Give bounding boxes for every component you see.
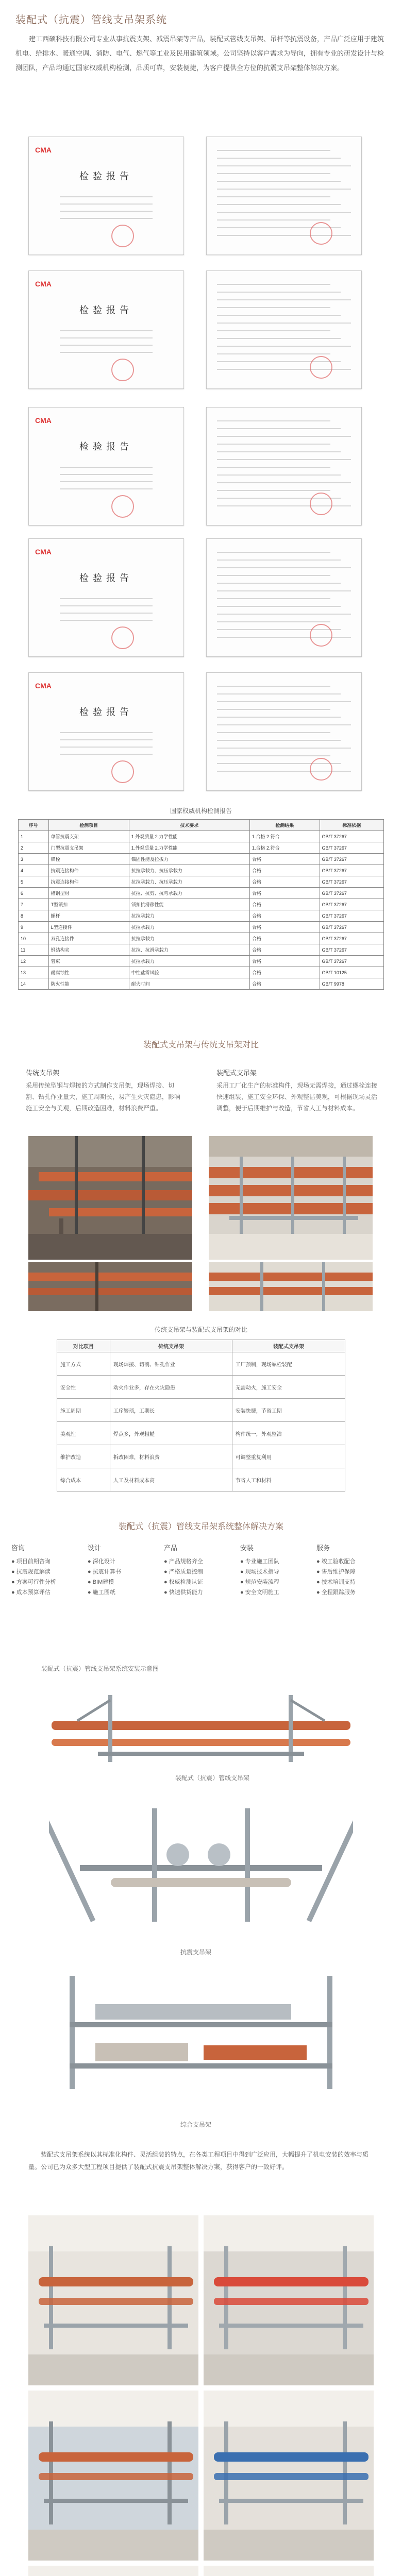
report-stamp — [111, 495, 134, 518]
table-row — [19, 910, 384, 922]
report-text-line — [60, 345, 153, 346]
svg-text:CMA: CMA — [35, 548, 52, 556]
report-title: 检验报告 — [79, 573, 133, 584]
report-title: 检验报告 — [79, 305, 133, 316]
table-cell: 1 — [19, 831, 49, 842]
report-row — [28, 672, 374, 791]
solution-item: ● 全程跟踪服务 — [316, 1589, 356, 1596]
report-text-line — [217, 338, 341, 339]
report-page — [206, 672, 362, 791]
table-cell: 3 — [19, 854, 49, 865]
report-stamp — [111, 626, 134, 649]
solution-item: ● 施工图纸 — [88, 1589, 115, 1596]
cma-logo-icon — [35, 278, 58, 290]
report-text-line — [217, 315, 341, 316]
report-text-line — [60, 337, 153, 338]
report-text-line — [217, 590, 351, 591]
table-cell: 锁扣抗滑移性能 — [129, 899, 249, 910]
diagram-caption-1: 抗震支吊架 — [180, 1948, 212, 1956]
report-text-line — [217, 560, 341, 561]
table-cell: 中性盐雾试验 — [129, 967, 249, 978]
report-text-line — [217, 436, 351, 437]
solution-item: ● 规范安装流程 — [240, 1579, 279, 1585]
table-cell: 钢结构夹 — [48, 944, 129, 956]
solution-grid — [11, 1543, 393, 1636]
case-photo — [28, 2566, 198, 2576]
table-cell: 8 — [19, 910, 49, 922]
svg-text:CMA: CMA — [35, 682, 52, 690]
cma-logo-icon — [35, 144, 58, 156]
report-text-line — [217, 299, 351, 300]
report-stamp — [111, 359, 134, 381]
report-text-line — [60, 474, 153, 475]
traditional-photo — [28, 1136, 192, 1260]
report-row — [28, 538, 374, 657]
table-cell: 双孔连接件 — [48, 933, 129, 944]
report-text-line — [217, 583, 341, 584]
report-stamp — [310, 624, 332, 647]
report-text-line — [217, 428, 341, 429]
table-cell: 耐火时间 — [129, 978, 249, 990]
table-cell: 合格 — [249, 865, 320, 876]
table-cell: 抗拉承载力 — [129, 956, 249, 967]
table-cell: 合格 — [249, 854, 320, 865]
spec-table-header-cell: 序号 — [19, 820, 49, 831]
table-row — [19, 967, 384, 978]
report-text-line — [217, 598, 330, 599]
table-row — [19, 842, 384, 854]
table-cell: 9 — [19, 922, 49, 933]
table-cell: 1.外观质量 2.力学性能 — [129, 842, 249, 854]
table-cell: 合格 — [249, 888, 320, 899]
table-cell: 防火性能 — [48, 978, 129, 990]
table-cell: 维护改造 — [57, 1445, 110, 1468]
table-cell: 抗拉承载力、抗压承载力 — [129, 865, 249, 876]
report-text-line — [60, 620, 153, 621]
solution-item: ● 售后维护保障 — [316, 1569, 356, 1575]
table-cell: 抗拉承载力 — [129, 933, 249, 944]
report-stamp — [310, 222, 332, 245]
report-text-line — [217, 693, 341, 694]
report-text-line — [60, 488, 153, 489]
table-cell: GB/T 37267 — [320, 842, 383, 854]
report-text-line — [217, 451, 341, 452]
table-cell: 焊点多，外观粗糙 — [110, 1422, 232, 1445]
table-cell: 抗拉、抗剪、抗弯承载力 — [129, 888, 249, 899]
table-row — [19, 899, 384, 910]
solution-column-heading: 安装 — [240, 1544, 254, 1552]
report-cover — [28, 407, 184, 526]
report-text-line — [60, 732, 153, 733]
solution-column-heading: 咨询 — [11, 1544, 25, 1552]
table-row — [19, 944, 384, 956]
table-row — [19, 956, 384, 967]
report-text-line — [217, 724, 351, 725]
report-text-line — [217, 755, 330, 756]
report-cover — [28, 137, 184, 255]
report-text-line — [217, 444, 330, 445]
diagram-caption-top: 装配式（抗震）管线支吊架 — [175, 1774, 250, 1782]
table-cell: GB/T 37267 — [320, 888, 383, 899]
solution-column — [88, 1543, 160, 1598]
solution-item: ● 项目前期咨询 — [11, 1558, 51, 1565]
reports-caption: 国家权威机构检测报告 — [170, 807, 232, 815]
report-text-line — [217, 606, 341, 607]
report-stamp — [310, 493, 332, 515]
report-page — [206, 407, 362, 526]
table-cell: 抗拉承载力 — [129, 922, 249, 933]
table-cell: 抗震连接构件 — [48, 876, 129, 888]
solution-item: ● 现场技术指导 — [240, 1569, 279, 1575]
table-row — [57, 1399, 345, 1422]
diagram-intro: 装配式（抗震）管线支吊架系统安装示意图 — [41, 1665, 159, 1672]
report-text-line — [217, 292, 341, 293]
assembled-photo-2 — [209, 1262, 373, 1311]
compare-table-header-cell: 传统支吊架 — [110, 1340, 232, 1352]
table-cell: 6 — [19, 888, 49, 899]
solution-item: ● 抗震计算书 — [88, 1569, 121, 1575]
support-diagram-bottom — [49, 1960, 353, 2115]
table-cell: 合格 — [249, 922, 320, 933]
table-cell: 耐腐蚀性 — [48, 967, 129, 978]
svg-text:CMA: CMA — [35, 280, 52, 288]
table-cell: GB/T 37267 — [320, 899, 383, 910]
traditional-photo-2 — [28, 1262, 192, 1311]
table-row — [57, 1422, 345, 1445]
report-text-line — [217, 158, 341, 159]
report-text-line — [217, 732, 330, 733]
report-text-line — [217, 420, 330, 421]
table-row — [57, 1376, 345, 1399]
report-stamp — [111, 225, 134, 247]
table-row — [19, 831, 384, 842]
report-text-line — [217, 614, 351, 615]
report-text-line — [217, 353, 330, 354]
table-cell: 综合成本 — [57, 1468, 110, 1492]
report-text-line — [60, 739, 153, 740]
report-text-line — [217, 490, 330, 491]
table-cell: 抗震连接构件 — [48, 865, 129, 876]
table-cell: GB/T 37267 — [320, 910, 383, 922]
cma-logo-icon — [35, 415, 58, 426]
table-cell: 工厂预制，现场螺栓装配 — [232, 1352, 345, 1376]
case-photo — [204, 2215, 374, 2385]
traditional-text: 采用传统型钢与焊接的方式制作支吊架，现场焊接、切割、钻孔作业量大，施工周期长，易产生火灾隐患，影响施工安全与美观，后期改造困难，材料浪费严重。 — [26, 1082, 181, 1112]
table-cell: 合格 — [249, 944, 320, 956]
solution-item: ● BIM建模 — [88, 1579, 114, 1585]
report-text-line — [217, 701, 351, 702]
assembled-photo — [209, 1136, 373, 1260]
solution-column — [316, 1543, 389, 1598]
table-cell: 4 — [19, 865, 49, 876]
table-row — [57, 1468, 345, 1492]
report-row — [28, 270, 374, 389]
report-stamp — [310, 356, 332, 379]
cma-logo-icon — [35, 546, 58, 557]
report-text-line — [60, 330, 153, 331]
report-page — [206, 538, 362, 657]
table-cell: 11 — [19, 944, 49, 956]
table-cell: 合格 — [249, 967, 320, 978]
report-text-line — [217, 173, 330, 174]
table-row — [19, 865, 384, 876]
support-diagram-middle — [49, 1788, 353, 1942]
report-text-line — [60, 747, 153, 748]
table-cell: 无需动火，施工安全 — [232, 1376, 345, 1399]
compare-section-title: 装配式支吊架与传统支吊架对比 — [143, 1041, 259, 1049]
table-cell: 10 — [19, 933, 49, 944]
table-row — [19, 888, 384, 899]
table-cell: 合格 — [249, 978, 320, 990]
table-cell: 13 — [19, 967, 49, 978]
table-cell: 2 — [19, 842, 49, 854]
report-text-line — [217, 181, 341, 182]
report-cover — [28, 672, 184, 791]
assembled-text: 采用工厂化生产的标准构件，现场无需焊接，通过螺栓连接快速组装，施工安全环保、外观整洁美观，可根据现场灵活调整，便于后期维护与改造，节省人工与材料成本。 — [216, 1082, 378, 1112]
table-cell: 拆改困难，材料浪费 — [110, 1445, 232, 1468]
solution-column — [240, 1543, 312, 1598]
support-diagram-top — [46, 1690, 356, 1770]
report-text-line — [60, 754, 153, 755]
solution-item: ● 产品规格齐全 — [164, 1558, 203, 1565]
intro-paragraph: 建工西硕科技有限公司专业从事抗震支架、减震吊架等产品，装配式管线支吊架、吊杆等抗震设备，产品广泛应用于建筑机电、给排水、暖通空调、消防、电气、燃气等工业及民用建筑领域。公司坚持以客户需求为导向，拥有专业的研发设计与检测团队，产品均通过国家权威机构检测，品质可靠，安装便捷，为客户提供全方位的抗震支吊架整体解决方案。 — [15, 35, 384, 72]
svg-text:CMA: CMA — [35, 146, 52, 154]
report-text-line — [217, 219, 330, 221]
report-text-line — [217, 748, 351, 749]
table-cell: 12 — [19, 956, 49, 967]
diagram-caption-2: 综合支吊架 — [180, 2121, 212, 2128]
table-cell: 槽钢型材 — [48, 888, 129, 899]
table-cell: GB/T 37267 — [320, 854, 383, 865]
table-cell: 门型抗震支吊架 — [48, 842, 129, 854]
table-row — [57, 1445, 345, 1468]
table-cell: 人工及材料成本高 — [110, 1468, 232, 1492]
report-text-line — [217, 709, 330, 710]
table-cell: 抗拉承载力、抗压承载力 — [129, 876, 249, 888]
table-cell: T型锁扣 — [48, 899, 129, 910]
table-cell: 1.合格 2.符合 — [249, 831, 320, 842]
spec-table — [18, 819, 384, 990]
case-photo — [28, 2215, 198, 2385]
table-cell: 14 — [19, 978, 49, 990]
report-row — [28, 407, 374, 526]
cma-logo-icon — [35, 680, 58, 691]
table-cell: L型连接件 — [48, 922, 129, 933]
report-text-line — [60, 196, 153, 197]
report-text-line — [217, 284, 330, 285]
table-cell: 锚固性能及拉拔力 — [129, 854, 249, 865]
table-cell: 5 — [19, 876, 49, 888]
report-text-line — [217, 740, 341, 741]
table-cell: 可调整重复利用 — [232, 1445, 345, 1468]
table-cell: 抗拉、抗滑承载力 — [129, 944, 249, 956]
table-cell: 节省人工和材料 — [232, 1468, 345, 1492]
report-title: 检验报告 — [79, 442, 133, 452]
solution-item: ● 技术培训支持 — [316, 1579, 356, 1585]
spec-table-header-cell: 检测项目 — [48, 820, 129, 831]
table-cell: 单管抗震支架 — [48, 831, 129, 842]
solution-item: ● 权威检测认证 — [164, 1579, 203, 1585]
report-text-line — [60, 613, 153, 614]
table-cell: 锚栓 — [48, 854, 129, 865]
spec-table-header — [19, 820, 384, 831]
page-title: 装配式（抗震）管线支吊架系统 — [15, 14, 167, 26]
table-cell: GB/T 37267 — [320, 933, 383, 944]
report-text-line — [217, 567, 351, 568]
assembled-heading: 装配式支吊架 — [216, 1069, 257, 1077]
compare-table-header-cell: 对比项目 — [57, 1340, 110, 1352]
report-stamp — [111, 760, 134, 783]
table-cell: 抗拉承载力 — [129, 910, 249, 922]
table-cell: 合格 — [249, 956, 320, 967]
report-text-line — [217, 212, 351, 213]
table-row — [19, 876, 384, 888]
table-cell: GB/T 9978 — [320, 978, 383, 990]
table-cell: 7 — [19, 899, 49, 910]
table-cell: GB/T 37267 — [320, 865, 383, 876]
solution-column-heading: 设计 — [88, 1544, 102, 1552]
compare-table-header — [57, 1340, 345, 1352]
report-text-line — [217, 323, 351, 324]
table-row — [19, 854, 384, 865]
report-text-line — [60, 481, 153, 482]
report-cover — [28, 538, 184, 657]
table-cell: 螺杆 — [48, 910, 129, 922]
solution-item: ● 抗震规范解读 — [11, 1569, 51, 1575]
report-text-line — [217, 459, 351, 460]
report-text-line — [217, 482, 351, 483]
table-cell: 构件统一，外观整洁 — [232, 1422, 345, 1445]
solution-item: ● 方案可行性分析 — [11, 1579, 56, 1585]
solution-column — [11, 1543, 83, 1598]
case-intro: 装配式支吊架系统以其标准化构件、灵活组装的特点，在各类工程项目中得到广泛应用，大幅提升了机电安装的效率与质量。公司已为众多大型工程项目提供了装配式抗震支吊架整体解决方案，获得客户的一致好评。 — [28, 2151, 369, 2171]
report-text-line — [217, 150, 330, 151]
table-cell: GB/T 10125 — [320, 967, 383, 978]
table-cell: 1.外观质量 2.力学性能 — [129, 831, 249, 842]
spec-table-header-cell: 技术要求 — [129, 820, 249, 831]
spec-table-header-cell: 检测结果 — [249, 820, 320, 831]
report-text-line — [217, 330, 330, 331]
table-cell: 合格 — [249, 876, 320, 888]
compare-table-header-cell: 装配式支吊架 — [232, 1340, 345, 1352]
table-row — [19, 933, 384, 944]
spec-table-header-cell: 标准依据 — [320, 820, 383, 831]
compare-table — [57, 1340, 345, 1492]
table-row — [19, 922, 384, 933]
solution-item: ● 专业施工团队 — [240, 1558, 279, 1565]
compare-photo-caption: 传统支吊架与装配式支吊架的对比 — [154, 1326, 247, 1333]
table-cell: 合格 — [249, 910, 320, 922]
table-cell: GB/T 37267 — [320, 956, 383, 967]
case-photo — [204, 2566, 374, 2576]
table-cell: 合格 — [249, 933, 320, 944]
traditional-heading: 传统支吊架 — [26, 1069, 60, 1077]
table-cell: 安装快捷，节省工期 — [232, 1399, 345, 1422]
table-cell: 施工周期 — [57, 1399, 110, 1422]
report-cover — [28, 270, 184, 389]
report-text-line — [217, 346, 351, 347]
report-text-line — [217, 189, 351, 190]
table-cell: GB/T 37267 — [320, 876, 383, 888]
report-text-line — [217, 575, 330, 576]
report-text-line — [60, 605, 153, 606]
solution-column-heading: 产品 — [164, 1544, 178, 1552]
solution-item: ● 成本预算评估 — [11, 1589, 51, 1596]
report-page — [206, 270, 362, 389]
table-row — [57, 1352, 345, 1376]
table-cell: 现场焊接、切割、钻孔作业 — [110, 1352, 232, 1376]
report-title: 检验报告 — [79, 707, 133, 718]
table-row — [19, 978, 384, 990]
solution-item: ● 竣工验收配合 — [316, 1558, 356, 1565]
report-text-line — [217, 717, 341, 718]
report-row — [28, 137, 374, 255]
table-cell: 1.合格 2.符合 — [249, 842, 320, 854]
solution-item: ● 严格质量控制 — [164, 1569, 203, 1575]
report-text-line — [60, 204, 153, 205]
solution-item: ● 安全文明施工 — [240, 1589, 279, 1596]
report-stamp — [310, 758, 332, 781]
report-text-line — [60, 211, 153, 212]
table-cell: 动火作业多，存在火灾隐患 — [110, 1376, 232, 1399]
report-text-line — [60, 218, 153, 219]
table-cell: 安全性 — [57, 1376, 110, 1399]
report-text-line — [60, 352, 153, 353]
table-cell: GB/T 37267 — [320, 831, 383, 842]
report-text-line — [217, 686, 330, 687]
svg-text:CMA: CMA — [35, 416, 52, 425]
table-cell: 合格 — [249, 899, 320, 910]
report-text-line — [60, 467, 153, 468]
table-cell: 工序繁琐，工期长 — [110, 1399, 232, 1422]
report-text-line — [217, 204, 341, 205]
report-text-line — [60, 598, 153, 599]
report-text-line — [217, 474, 341, 476]
report-title: 检验报告 — [79, 171, 133, 182]
solution-item: ● 快速供货能力 — [164, 1589, 203, 1596]
table-cell: GB/T 37267 — [320, 944, 383, 956]
report-text-line — [217, 621, 330, 622]
report-text-line — [217, 307, 330, 308]
case-photo — [28, 2391, 198, 2561]
solution-title: 装配式（抗震）管线支吊架系统整体解决方案 — [118, 1522, 283, 1531]
report-text-line — [217, 552, 330, 553]
solution-column — [164, 1543, 236, 1598]
report-text-line — [217, 467, 330, 468]
solution-column-heading: 服务 — [316, 1544, 330, 1552]
table-cell: 管束 — [48, 956, 129, 967]
table-cell: GB/T 37267 — [320, 922, 383, 933]
table-cell: 美观性 — [57, 1422, 110, 1445]
report-text-line — [217, 196, 330, 197]
table-cell: 施工方式 — [57, 1352, 110, 1376]
report-page — [206, 137, 362, 255]
solution-item: ● 深化设计 — [88, 1558, 115, 1565]
case-photo — [204, 2391, 374, 2561]
report-text-line — [217, 165, 351, 166]
